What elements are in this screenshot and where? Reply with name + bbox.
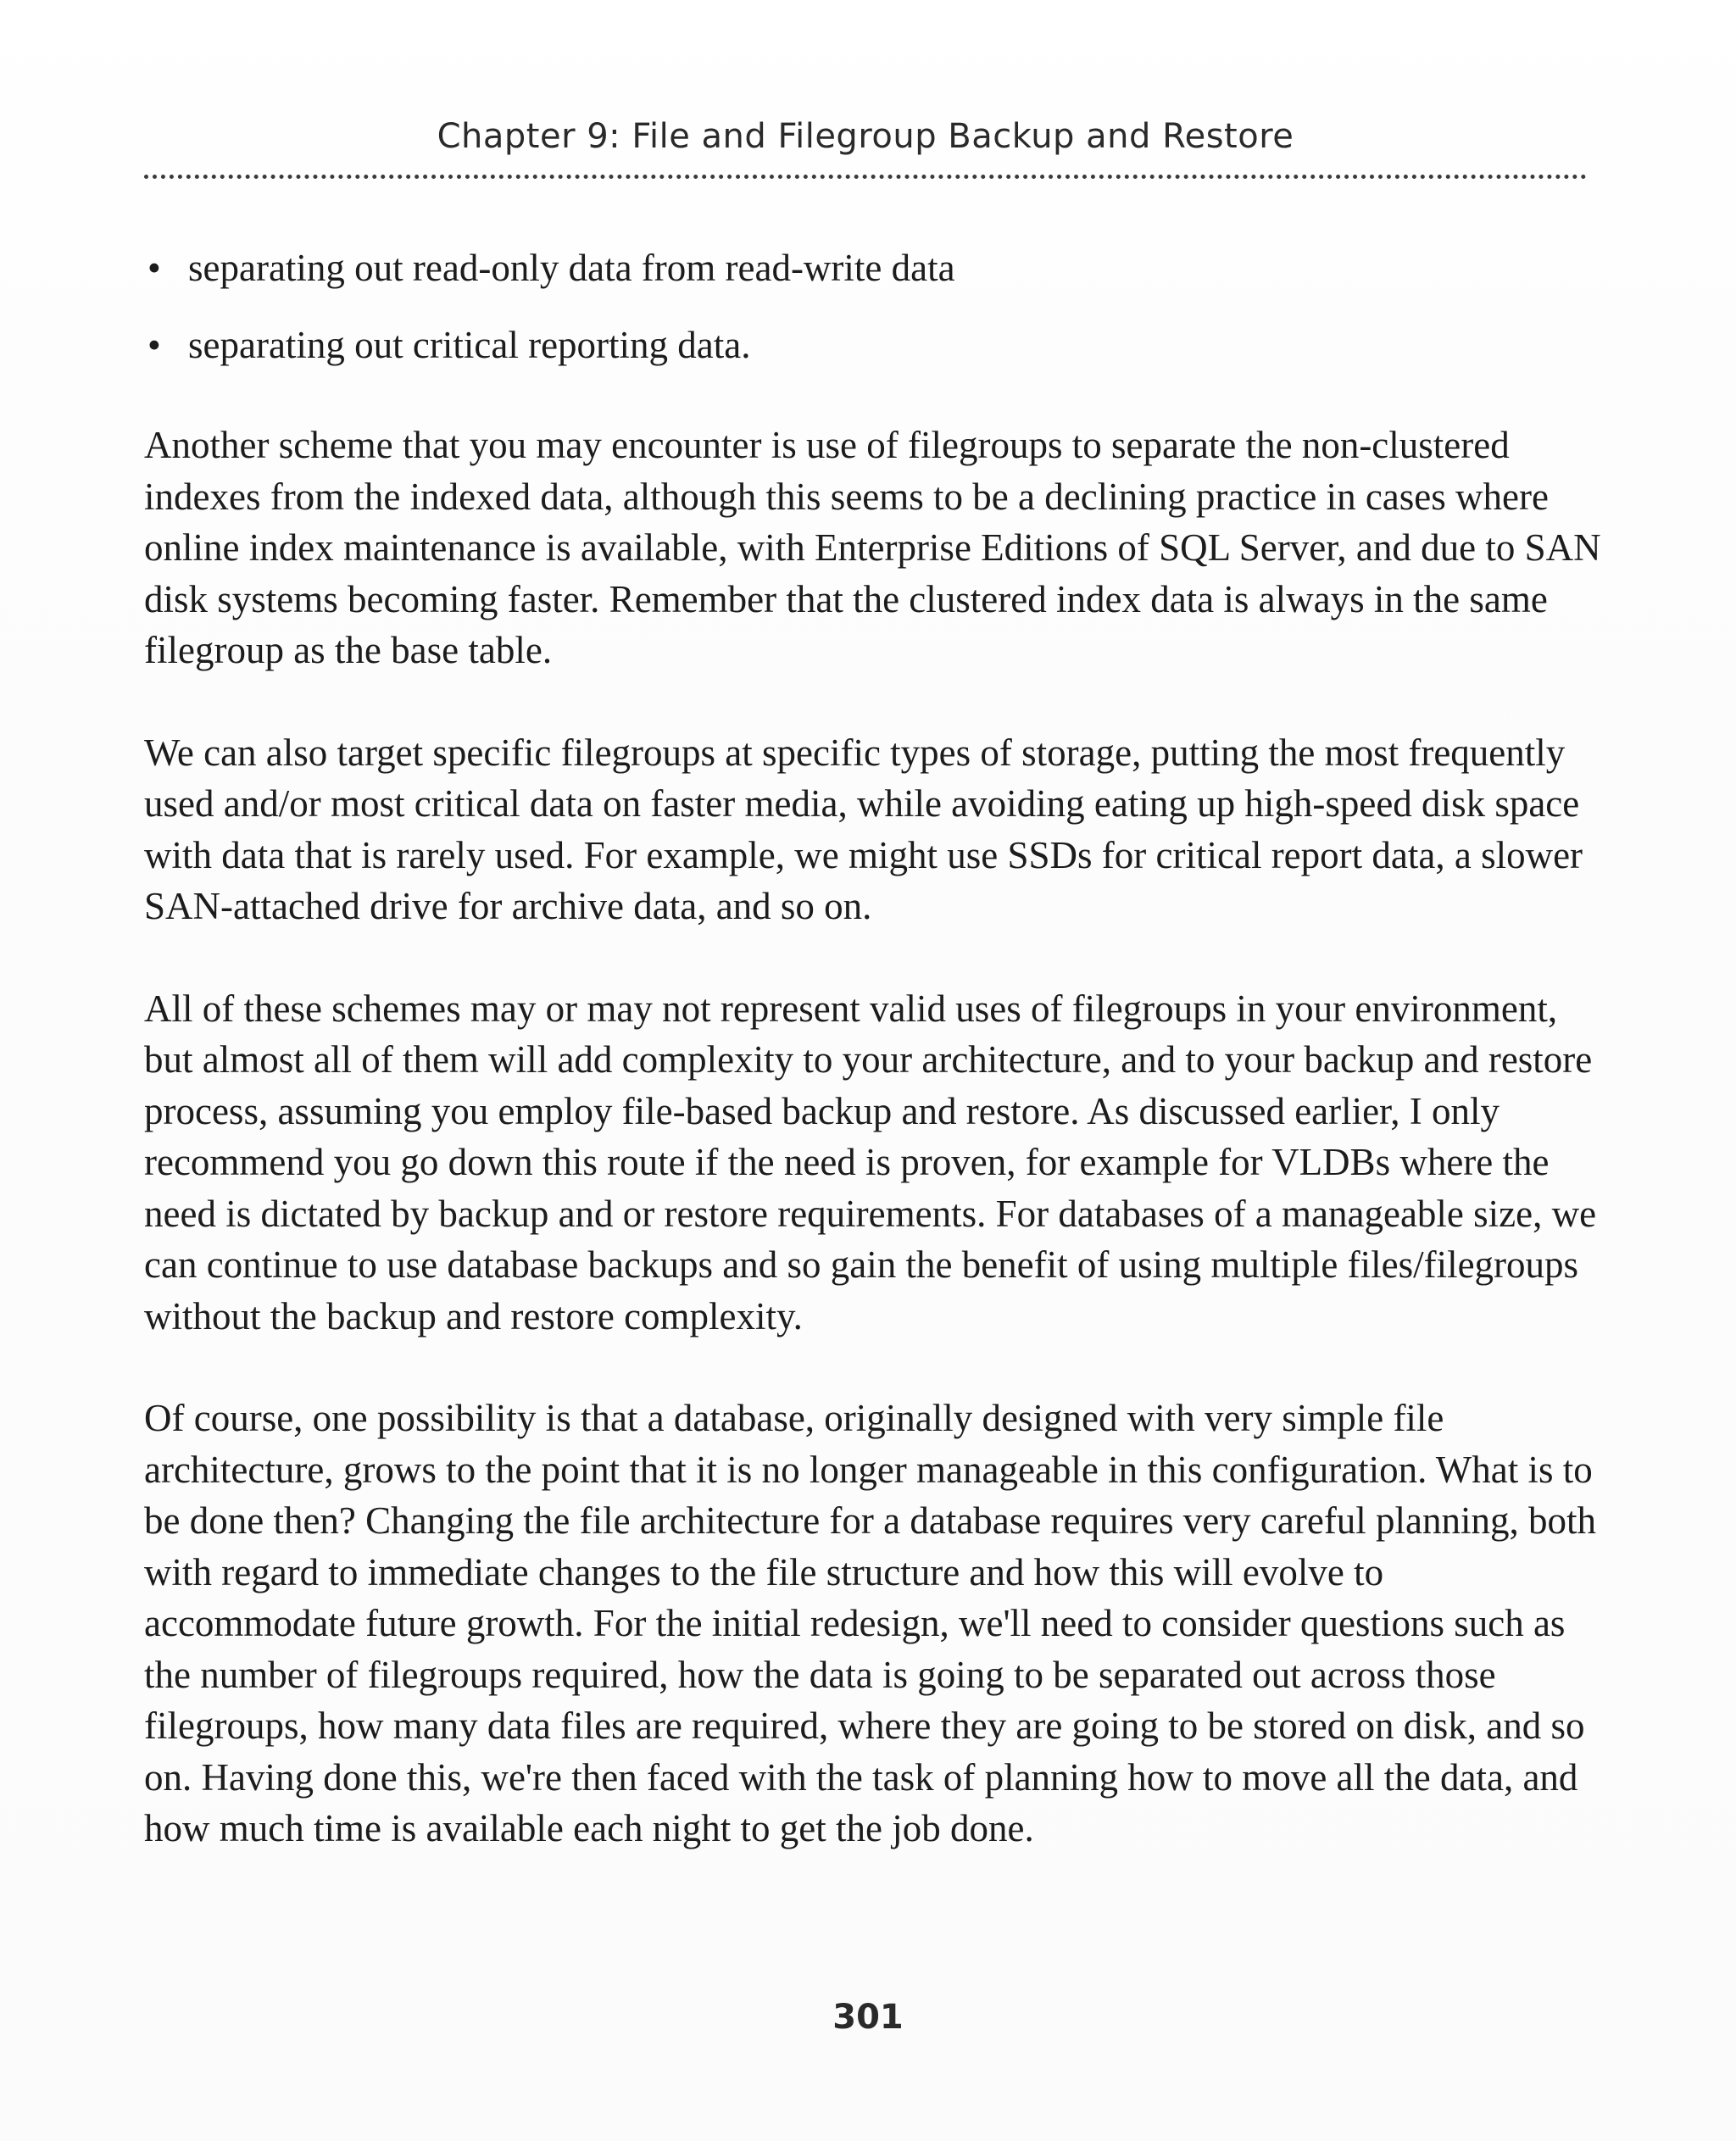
page-body [144,242,1602,1905]
bullet-text: separating out read-only data from read-write data [188,247,955,289]
bullet-item [144,242,1602,294]
bullet-text: separating out critical reporting data. [188,323,751,366]
bullet-item [144,320,1602,371]
bullet-icon: • [147,323,161,366]
header-dotted-rule [144,175,1587,179]
page-number: 301 [832,1998,904,2037]
running-header: Chapter 9: File and Filegroup Backup and Restore [437,117,1294,156]
bullet-icon: • [147,247,161,289]
paragraph-scheme-complexity: All of these schemes may or may not represent valid uses of filegroups in your environment, but almost all of them will add complexity to your architecture, and to your backup and restore process, assuming you employ file-based backup and restore. As discussed earlier, I only recommend you go down this route if the need is proven, for example for VLDBs where the need is dictated by backup and or restore requirements. For databases of a manageable size, we can continue to use database backups and so gain the benefit of using multiple files/filegroups without the backup and restore complexity. [144,987,1597,1337]
paragraph-storage-targeting: We can also target specific filegroups at specific types of storage, putting the most frequently used and/or most critical data on faster media, while avoiding eating up high-speed disk space with data that is rarely used. For example, we might use SSDs for critical report data, a slower SAN-attached drive for archive data, and so on. [144,731,1583,927]
bullet-list [144,242,1602,370]
paragraph-nonclustered-indexes: Another scheme that you may encounter is use of filegroups to separate the non-clustered indexes from the indexed data, although this seems to be a declining practice in cases where online index maintenance is available, with Enterprise Editions of SQL Server, and due to SAN disk systems becoming faster. Remember that the clustered index data is always in the same filegroup as the base table. [144,424,1601,671]
paragraph-file-architecture-redesign: Of course, one possibility is that a database, originally designed with very simple file architecture, grows to the point that it is no longer manageable in this configuration. What is to be done then? Changing the file architecture for a database requires very careful planning, both with regard to immediate changes to the file structure and how this will evolve to accommodate future growth. For the initial redesign, we'll need to consider questions such as the number of filegroups required, how the data is going to be separated out across those filegroups, how many data files are required, where they are going to be stored on disk, and so on. Having done this, we're then faced with the task of planning how to move all the data, and how much time is available each night to get the job done. [144,1397,1597,1849]
